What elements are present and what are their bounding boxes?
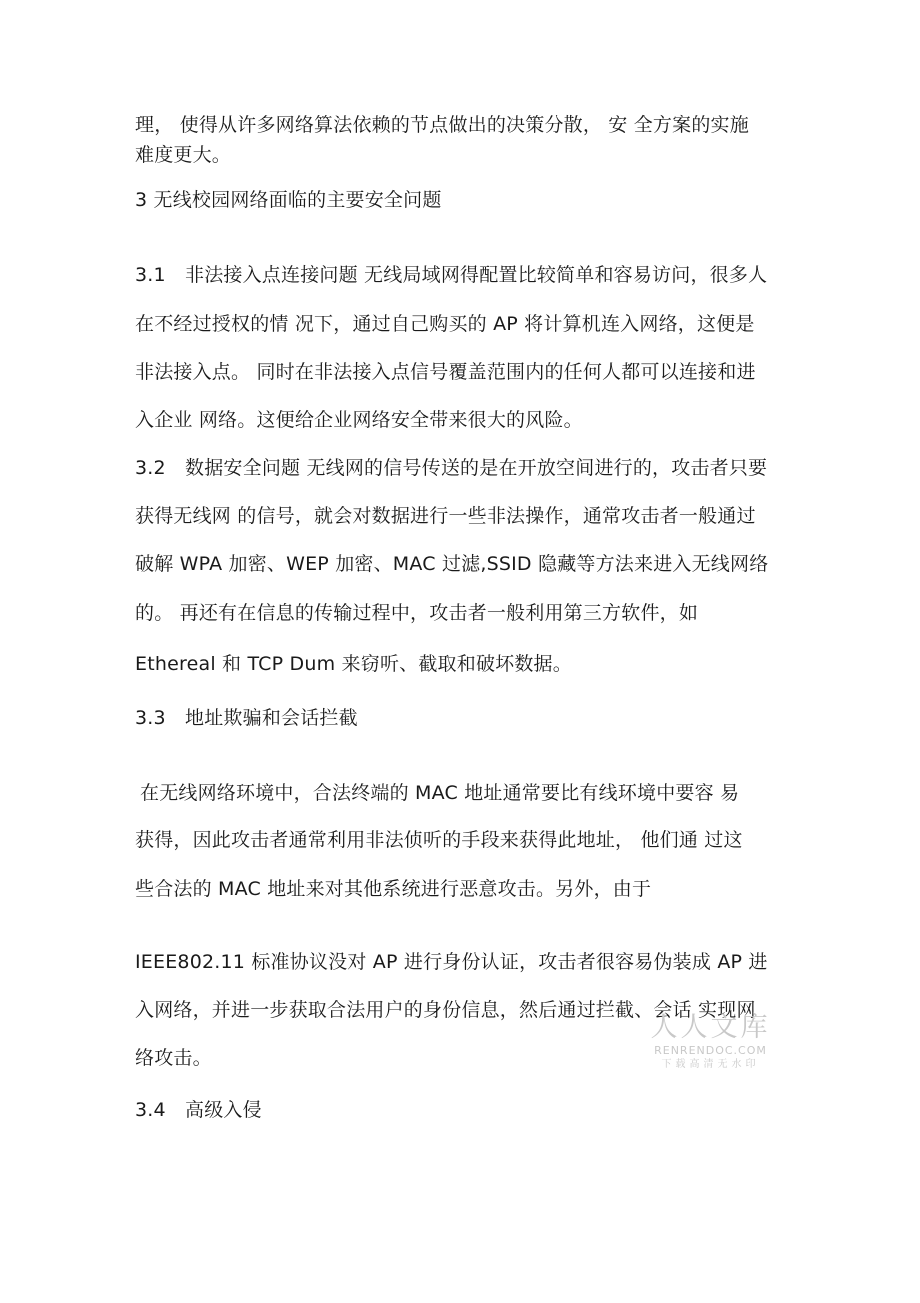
text-line: 在无线网络环境中，合法终端的 MAC 地址通常要比有线环境中要容 易: [140, 782, 740, 804]
text-line: 的。 再还有在信息的传输过程中，攻击者一般利用第三方软件，如: [135, 602, 699, 624]
watermark-logo: [648, 1012, 773, 1072]
text-line: 入网络，并进一步获取合法用户的身份信息，然后通过拦截、会话 实现网: [135, 999, 756, 1021]
text-line: 些合法的 MAC 地址来对其他系统进行恶意攻击。另外，由于: [135, 878, 652, 900]
text-line: 难度更大。: [135, 144, 232, 166]
text-line: IEEE802.11 标准协议没对 AP 进行身份认证，攻击者很容易伪装成 AP 进: [135, 951, 768, 973]
subsection-heading: 3.4 高级入侵: [135, 1099, 262, 1121]
subsection-heading: 3.2 数据安全问题 无线网的信号传送的是在开放空间进行的，攻击者只要: [135, 457, 768, 479]
text-line: 理， 使得从许多网络算法依赖的节点做出的决策分散， 安 全方案的实施: [135, 114, 749, 136]
watermark-url: RENRENDOC.COM: [654, 1044, 767, 1057]
subsection-heading: 3.1 非法接入点连接问题 无线局域网得配置比较简单和容易访问，很多人: [135, 264, 768, 286]
watermark-title: 人人文库: [650, 1012, 771, 1043]
text-line: 获得无线网 的信号，就会对数据进行一些非法操作，通常攻击者一般通过: [135, 505, 756, 527]
text-line: 获得，因此攻击者通常利用非法侦听的手段来获得此地址， 他们通 过这: [135, 829, 743, 851]
section-heading: 3 无线校园网络面临的主要安全问题: [135, 189, 442, 211]
text-line: Ethereal 和 TCP Dum 来窃听、截取和破坏数据。: [135, 653, 572, 675]
watermark-subtitle: 下载高清无水印: [661, 1059, 760, 1070]
text-line: 在不经过授权的情 况下，通过自己购买的 AP 将计算机连入网络，这便是: [135, 313, 755, 335]
text-line: 破解 WPA 加密、WEP 加密、MAC 过滤,SSID 隐藏等方法来进入无线网络: [135, 553, 769, 575]
text-line: 入企业 网络。这便给企业网络安全带来很大的风险。: [135, 409, 583, 431]
text-line: 络攻击。: [135, 1047, 212, 1069]
subsection-heading: 3.3 地址欺骗和会话拦截: [135, 707, 358, 729]
text-line: 非法接入点。 同时在非法接入点信号覆盖范围内的任何人都可以连接和进: [135, 361, 756, 383]
